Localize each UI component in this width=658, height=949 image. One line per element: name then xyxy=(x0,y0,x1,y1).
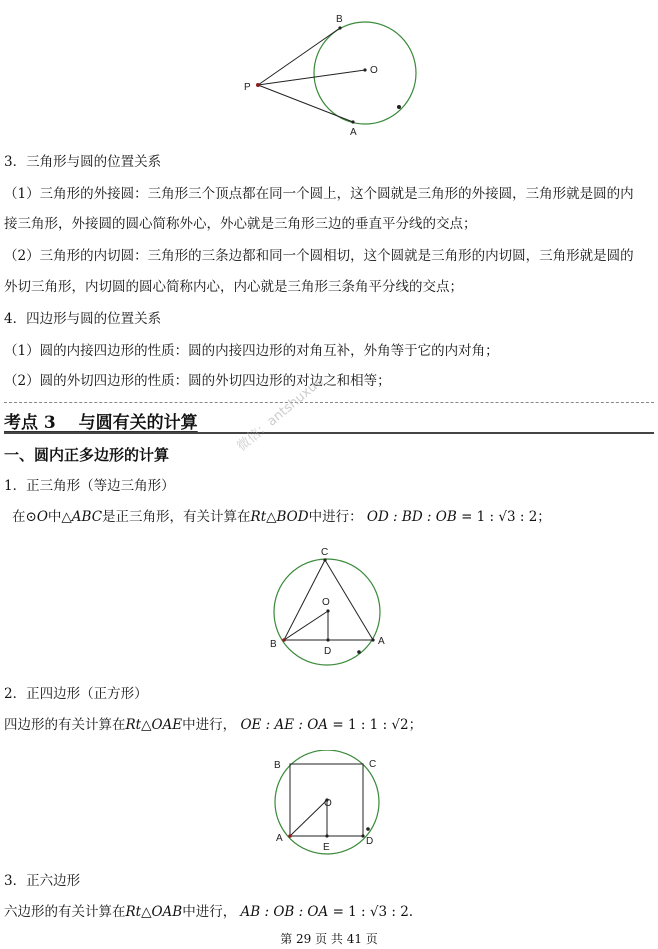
triangle-ratio-a: OD : BD : OB xyxy=(366,509,457,525)
triangle-title: 1．正三角形（等边三角形） xyxy=(4,478,175,494)
triangle-ratio-b: = 1 : √3 : 2 xyxy=(461,509,538,525)
tangent-figure xyxy=(240,10,430,140)
incircle-para-line1: （2）三角形的内切圆：三角形的三条边都和同一个圆相切，这个圆就是三角形的内切圆，三角形就是圆的 xyxy=(4,248,634,264)
triangle-text-prefix: 在⊙ xyxy=(12,509,37,525)
square-title: 2．正四边形（正方形） xyxy=(4,686,148,702)
sq-label-e: E xyxy=(323,842,330,853)
triangle-text-abc: ABC xyxy=(71,509,103,525)
square-text-mid: 中进行， xyxy=(182,717,237,733)
circumcircle-para-line1: （1）三角形的外接圆：三角形三个顶点都在同一个圆上，这个圆就是三角形的外接圆，三角形就是圆的内 xyxy=(4,186,634,202)
divider-solid xyxy=(4,432,654,434)
square-text xyxy=(4,715,422,735)
sq-label-c: C xyxy=(369,759,377,770)
label-o: O xyxy=(370,65,378,76)
square-ratio-b: = 1 : 1 : √2 xyxy=(332,717,409,733)
sq-label-o: O xyxy=(324,798,332,809)
label-a: A xyxy=(350,127,357,138)
subsection-title: 一、圆内正多边形的计算 xyxy=(4,446,170,464)
hexagon-text-rt: Rt△OAB xyxy=(125,904,183,920)
triangle-text-end: ； xyxy=(537,509,551,525)
circumcircle-para-line2: 接三角形，外接圆的圆心简称外心，外心就是三角形三边的垂直平分线的交点； xyxy=(4,216,477,232)
square-figure xyxy=(262,750,392,860)
incircle-para-line2: 外切三角形，内切圆的圆心简称内心，内心就是三角形三条角平分线的交点； xyxy=(4,279,463,295)
inscribed-quad-para: （1）圆的内接四边形的性质：圆的内接四边形的对角互补，外角等于它的内对角； xyxy=(4,343,499,359)
circumscribed-quad-para: （2）圆的外切四边形的性质：圆的外切四边形的对边之和相等； xyxy=(4,373,391,389)
page-footer: 第 29 页 共 41 页 xyxy=(280,932,378,946)
square-text-end: ； xyxy=(408,717,423,733)
triangle-text-mid3: 中进行： xyxy=(308,509,363,525)
triangle-text-rt: Rt△BOD xyxy=(250,509,309,525)
hexagon-title: 3．正六边形 xyxy=(4,873,81,889)
tri-label-o: O xyxy=(322,597,330,608)
hexagon-ratio-b: = 1 : √3 : 2 xyxy=(332,904,409,920)
tri-label-b: B xyxy=(270,639,277,650)
tri-label-d: D xyxy=(324,646,332,657)
hexagon-text-end: . xyxy=(408,904,414,920)
sq-label-d: D xyxy=(366,836,374,847)
label-b: B xyxy=(336,14,343,25)
square-ratio-a: OE : AE : OA xyxy=(240,717,329,733)
divider-dashed xyxy=(4,402,654,403)
watermark: 微信：antshuxue xyxy=(234,373,327,455)
hexagon-text xyxy=(4,902,413,922)
triangle-text-mid1: 中△ xyxy=(47,509,72,525)
square-text-rt: Rt△OAE xyxy=(125,717,183,733)
triangle-text-o: O xyxy=(36,509,48,525)
sq-label-a: A xyxy=(276,833,283,844)
section-4-title: 4．四边形与圆的位置关系 xyxy=(4,311,162,327)
label-p: P xyxy=(244,82,251,93)
sq-label-b: B xyxy=(274,760,281,771)
tri-label-a: A xyxy=(378,636,385,647)
triangle-text xyxy=(12,507,551,527)
section-3-title: 3．三角形与圆的位置关系 xyxy=(4,154,162,170)
kaodian-title: 考点 3 与圆有关的计算 xyxy=(4,413,198,433)
triangle-figure xyxy=(262,545,402,670)
triangle-text-mid2: 是正三角形，有关计算在 xyxy=(102,509,251,525)
hexagon-text-mid: 中进行， xyxy=(182,904,237,920)
hexagon-ratio-a: AB : OB : OA xyxy=(240,904,329,920)
hexagon-text-prefix: 六边形的有关计算在 xyxy=(4,904,126,920)
square-text-prefix: 四边形的有关计算在 xyxy=(4,717,126,733)
tri-label-c: C xyxy=(321,547,329,558)
